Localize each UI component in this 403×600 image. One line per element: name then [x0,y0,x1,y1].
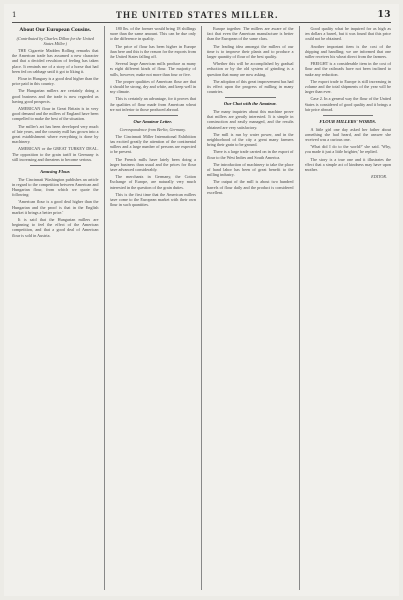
article-columns [12,26,391,590]
masthead [12,8,391,23]
article-paragraph: 'American flour is a good deal higher than the Hungarian and the proof is that in the English market it brings a better price.' [12,199,99,215]
article-paragraph: AMERICAN flour in Great Britain is in very good demand and the millers of England have been compelled to make the best of the situation. [12,105,99,122]
article-paragraph: The Cincinnati Miller International Exhibition has excited greatly the attention of the continental millers and a large number of persons are expected to be present. [109,133,196,155]
article-paragraph: The miller's art has been developed very much of late years, and the country mill has grown into a great establishment where everything is done by machinery. [12,123,99,145]
article-paragraph: The story is a true one and it illustrates the effect that a simple act of kindness may have upon another. [304,156,391,173]
newspaper-page [4,4,399,596]
article-paragraph: FREIGHT is a considerable item in the cost of flour and the railroads have not been inclined to make any reduction. [304,61,391,77]
section-divider [323,115,374,116]
article-credit: (Contributed by Charles Dillon for the United States Miller.) [16,35,94,46]
column-4 [305,26,392,590]
article-paragraph: The proper qualities of American flour are that it should be strong, dry and white, and keep well in any climate. [109,78,196,95]
article-heading: FLOUR MILLERS' WORDS. [319,119,377,125]
newspaper-title: THE UNITED STATES MILLER. [115,10,279,20]
article-credit: Correspondence from Berlin, Germany. [119,126,186,132]
article-paragraph: The French mills have lately been doing a larger business than usual and the prices for flour have advanced considerably. [109,156,196,173]
article-paragraph: The merchants in Germany, the Cotton Exchange of Europe, are naturally very much interested in the question of the grain duties. [109,174,196,190]
article-paragraph: The output of the mill is about two hundred barrels of flour daily and the product is considered excellent. [207,179,294,195]
article-paragraph: The adoption of this great improvement has had its effect upon the progress of milling in many countries. [207,78,294,95]
article-paragraph: The many inquiries about this machine prove that millers are greatly interested. It is simple in construction and easily managed, and the results obtained are very satisfactory. [207,109,294,130]
article-paragraph: Several large American mills produce as many as eight different kinds of flour. The majority of mills, however, make not more than four or five. [109,61,196,77]
article-paragraph: 'What did I do to the world?' she said. 'Why, you made it just a little brighter,' he replied. [304,144,391,155]
article-signature: EDITOR. [371,174,387,180]
article-heading: About Our European Cousins. [19,27,92,33]
column-rule [104,26,105,590]
article-paragraph: The export trade to Europe is still increasing in volume and the total shipments of the year will be larger than ever. [304,78,391,95]
article-paragraph: Another important item is the cost of the shipping and handling; we are informed that one miller receives his wheat direct from the farmers. [304,43,391,60]
page-number: 13 [377,10,391,20]
article-heading: Our Chat with the Amateur. [223,101,277,107]
column-2 [110,26,197,590]
article-paragraph: The Cincinnati Washington publishes an article in regard to the competition between American and Hungarian flour, from which we quote the following: [12,176,99,198]
article-heading: Amusing Flour. [40,168,71,174]
column-3 [207,26,294,590]
article-paragraph: Good quality what he inquired for as high as ten dollars a barrel, but it was found that this price could not be obtained. [304,26,391,42]
article-paragraph: AMERICAN or the GREAT TURKEY DEAL. The opposition to the grain tariff in Germany is still increasing and threatens to become serious. [12,146,99,162]
article-paragraph: A little girl one day asked her father about something she had heard, and the answer she received was a curious one. [304,126,391,143]
article-heading: Our Amateur Letter. [133,119,172,125]
article-paragraph: The introduction of machinery to take the place of hand labor has been of great benefit to the milling industry. [207,161,294,178]
article-paragraph: The mill is run by water power, and in the neighborhood of the city a great many farmers bring their grain to be ground. [207,131,294,148]
article-paragraph: This is the first time that the American millers have come to the European market with their own flour in such quantities. [109,191,196,208]
column-rule [201,26,202,590]
article-paragraph: THE Cigarette Madden Rolling remarks that the American trade has assumed a new character and that a decided revulsion of feeling has taken place. It reminds me of a story of a horse that had been fed on cabbage until it got to liking it. [12,47,99,74]
section-divider [128,115,179,116]
article-paragraph: There is a large trade carried on in the export of flour to the West Indies and South America. [207,149,294,160]
article-paragraph: The Hungarian millers are certainly doing a good business and the trade is now regarded as having good prospects. [12,88,99,104]
header-left-number: 1 [12,11,17,19]
article-paragraph: The leading idea amongst the millers of our time is to improve their plants and to produce a larger quantity of flour of the best quality. [207,43,294,60]
article-paragraph: It is said that the Hungarian millers are beginning to feel the effect of the American competition, and that a good deal of American flour is sold in Austria. [12,216,99,238]
article-paragraph: The price of flour has been higher in Europe than here and this is the reason for the exports from the United States falling off. [109,43,196,60]
article-paragraph: 180 lbs. of the former would bring 18 shillings more than the same amount. This can be due only to the difference in quality. [109,26,196,42]
article-paragraph: Europe together. The millers are aware of the fact that even the American manufacture is better than the European of the same class. [207,26,294,42]
article-paragraph: Whether this will be accomplished by gradual reduction or by the old system of grinding is a question that many are now asking. [207,61,294,77]
column-rule [299,26,300,590]
article-paragraph: Case 2. In a general way the flour of the United States is considered of good quality and it brings a fair price abroad. [304,96,391,112]
article-paragraph: Flour in Hungary is a good deal higher than the price paid in this country. [12,75,99,87]
section-divider [30,165,81,166]
column-1 [12,26,99,590]
section-divider [225,97,276,98]
article-paragraph: This is certainly an advantage, for it proves that the qualities of flour made from American wheat are not inferior to those produced abroad. [109,96,196,112]
